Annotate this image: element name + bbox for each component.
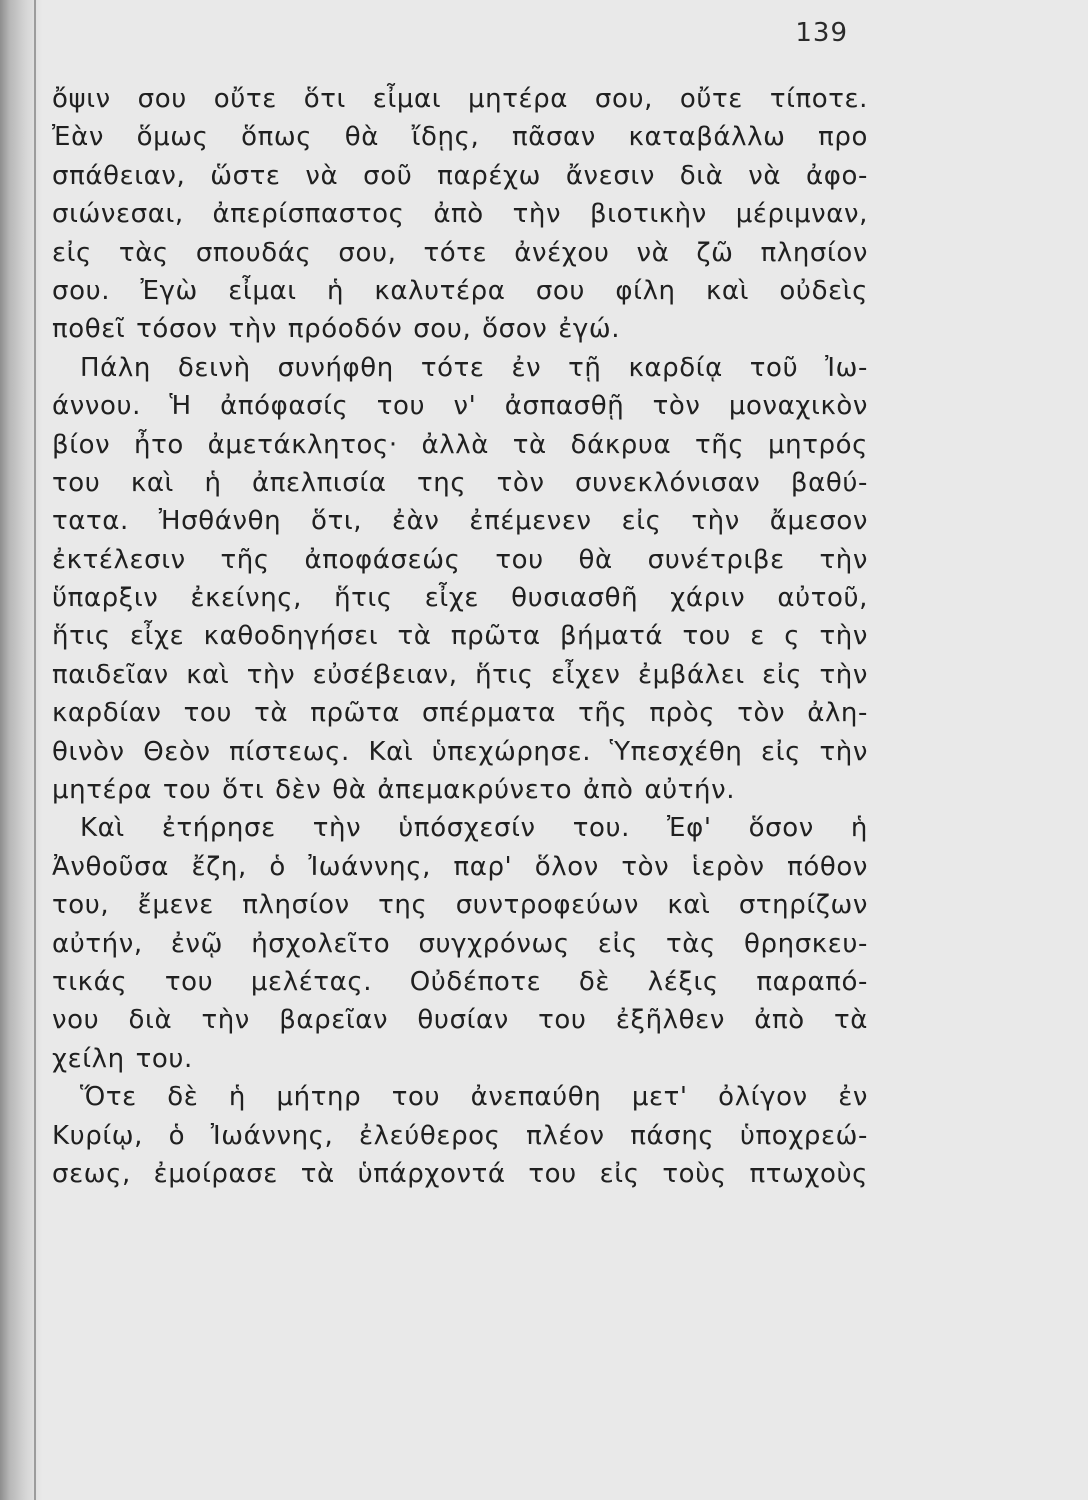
text-line: Κυρίῳ, ὁ Ἰωάννης, ἐλεύθερος πλέον πάσης ὑποχρεώ- [52,1120,868,1151]
page-edge [34,0,36,1500]
text-line: τατα. Ἠσθάνθη ὅτι, ἐὰν ἐπέμενεν εἰς τὴν ἄμεσον [52,506,868,537]
text-line: ὄψιν σου οὔτε ὅτι εἶμαι μητέρα σου, οὔτε τίποτε. [52,84,868,114]
text-line: άννου. Ἡ ἀπόφασίς του ν' ἀσπασθῇ τὸν μοναχικὸν [52,391,868,422]
text-line: μητέρα του ὅτι δὲν θὰ ἀπεμακρύνετο ἀπὸ αὐτήν. [52,775,736,806]
text-line: ἐκτέλεσιν τῆς ἀποφάσεώς του θὰ συνέτριβε τὴν [52,544,868,575]
text-line: αὐτήν, ἐνῷ ἠσχολεῖτο συγχρόνως εἰς τὰς θρησκευ- [52,928,868,959]
text-line: εἰς τὰς σπουδάς σου, τότε ἀνέχου νὰ ζῶ πλησίον [52,237,868,268]
text-line: Ὅτε δὲ ἡ μήτηρ του ἀνεπαύθη μετ' ὀλίγον ἐν [80,1082,868,1113]
text-line: καρδίαν του τὰ πρῶτα σπέρματα τῆς πρὸς τὸν ἀλη- [52,698,868,729]
text-line: θινὸν Θεὸν πίστεως. Καὶ ὑπεχώρησε. Ὑπεσχέθη εἰς τὴν [52,736,868,767]
text-line: χείλη του. [52,1043,193,1074]
text-line: ὕπαρξιν ἐκείνης, ἥτις εἶχε θυσιασθῆ χάριν αὐτοῦ, [52,583,868,614]
text-line: του καὶ ἡ ἀπελπισία της τὸν συνεκλόνισαν βαθύ- [52,467,868,498]
text-line: βίον ἦτο ἀμετάκλητος· ἀλλὰ τὰ δάκρυα τῆς μητρός [52,429,868,460]
text-line: Ἐὰν ὅμως ὅπως θὰ ἴδῃς, πᾶσαν καταβάλλω προ [52,122,868,153]
text-line: σιώνεσαι, ἀπερίσπαστος ἀπὸ τὴν βιοτικὴν μέριμναν, [52,199,868,230]
text-line: Πάλη δεινὴ συνήφθη τότε ἐν τῇ καρδίᾳ τοῦ Ἰω- [80,352,868,383]
page-number: 139 [795,18,848,48]
text-line: παιδεῖαν καὶ τὴν εὐσέβειαν, ἥτις εἶχεν ἐμβάλει εἰς τὴν [52,659,868,690]
text-line: νου διὰ τὴν βαρεῖαν θυσίαν του ἐξῆλθεν ἀπὸ τὰ [52,1005,868,1036]
text-line: ἥτις εἶχε καθοδηγήσει τὰ πρῶτα βήματά του ε ς τὴν [52,621,868,652]
text-line: τικάς του μελέτας. Οὐδέποτε δὲ λέξις παραπό- [52,966,868,997]
text-line: σεως, ἐμοίρασε τὰ ὑπάρχοντά του εἰς τοὺς πτωχοὺς [52,1158,868,1189]
text-line: Ἀνθοῦσα ἔζη, ὁ Ἰωάννης, παρ' ὅλον τὸν ἱερὸν πόθον [52,851,868,882]
text-line: του, ἔμενε πλησίον της συντροφεύων καὶ στηρίζων [52,890,868,921]
text-line: Καὶ ἐτήρησε τὴν ὑπόσχεσίν του. Ἐφ' ὅσον ἡ [80,813,868,844]
text-line: σπάθειαν, ὥστε νὰ σοῦ παρέχω ἄνεσιν διὰ νὰ ἀφο- [52,160,868,191]
body-text [52,80,868,1193]
text-line: ποθεῖ τόσον τὴν πρόοδόν σου, ὅσον ἐγώ. [52,314,621,345]
text-line: σου. Ἐγὼ εἶμαι ἡ καλυτέρα σου φίλη καὶ οὐδεὶς [52,275,868,306]
